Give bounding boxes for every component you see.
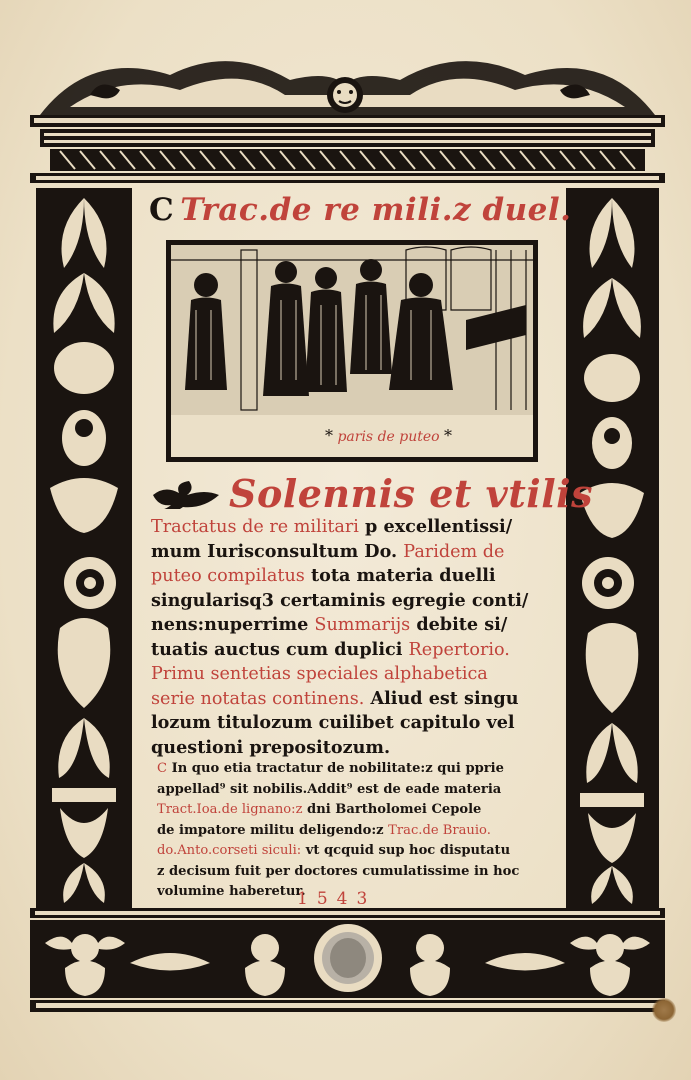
left-border-woodcut (30, 188, 138, 908)
right-border-woodcut (560, 188, 665, 908)
text-line (151, 540, 553, 565)
hedera-leaf-icon (151, 479, 221, 509)
text-line (151, 662, 553, 687)
rubric-text: Primu sentetias speciales alphabetica (151, 664, 488, 684)
body-text: tuatis auctus cum duplici (151, 638, 409, 660)
text-block (145, 188, 594, 909)
star-ornament-icon: * (325, 426, 333, 445)
pilcrow-mark: C (157, 761, 168, 776)
body-text: questioni prepositozum. (151, 736, 391, 758)
bottom-border-woodcut (30, 908, 665, 1020)
woodcut-caption (325, 426, 452, 445)
main-description (151, 515, 553, 760)
short-title (149, 192, 571, 228)
body-text: lozum titulozum cuilibet capitulo vel (151, 712, 515, 733)
body-text: nens:nuperrime (151, 614, 315, 635)
main-title-text: Solennis et vtilis (229, 471, 594, 516)
rubric-text: Tractatus de re militari (151, 517, 359, 537)
body-text: appellad⁹ sit nobilis.Addit⁹ est de eade materia (157, 781, 502, 797)
text-line (157, 841, 555, 862)
star-ornament-icon: * (444, 426, 453, 445)
text-line (151, 613, 553, 638)
rubric-text: Trac.de Brauio. (388, 822, 491, 838)
body-text: debite si/ (410, 614, 508, 635)
text-line (151, 589, 553, 614)
rubric-text: Repertorio. (408, 639, 510, 660)
body-text: tota materia duelli (304, 565, 496, 586)
text-line (151, 687, 553, 712)
text-line (151, 711, 553, 736)
body-text: In quo etia tractatur de nobilitate:z qui pprie (167, 761, 504, 776)
top-border-woodcut (30, 45, 665, 190)
main-title (151, 471, 593, 516)
additional-treatises (157, 759, 555, 903)
rubric-text: Tract.Ioa.de lignano:z (157, 802, 303, 817)
text-line (151, 564, 553, 589)
text-line (157, 821, 555, 842)
text-line (157, 780, 555, 801)
rubric-text: serie notatas continens. (151, 688, 365, 709)
text-line (151, 736, 553, 761)
woodcut-caption-text: paris de puteo (337, 429, 440, 445)
body-text: Aliud est singu (364, 687, 519, 709)
body-text: singularisq3 certaminis egregie conti/ (151, 589, 529, 611)
body-text: p excellentissi/ (358, 516, 513, 537)
rubric-text: do.Anto.corseti siculi: (157, 843, 302, 858)
short-title-text: Trac.de re mili.z duel. (180, 192, 572, 228)
body-text: de impatore militu deligendo:z (157, 822, 389, 838)
publication-year: 1543 (297, 889, 377, 909)
body-text: vt qcquid sup hoc disputatu (301, 843, 511, 858)
paper-stain (652, 998, 676, 1022)
text-line (151, 515, 553, 540)
text-line (157, 800, 555, 821)
text-line (157, 862, 555, 883)
rubric-text: puteo compilatus (151, 566, 305, 586)
body-text: mum Iurisconsultum Do. (151, 540, 398, 562)
text-line (151, 638, 553, 663)
body-text: dni Bartholomei Cepole (302, 802, 482, 817)
body-text: z decisum fuit per doctores cumulatissime in hoc (157, 863, 520, 879)
rubric-text: Summarijs (314, 615, 411, 635)
text-line (157, 759, 555, 780)
rubric-text: Paridem de (403, 541, 505, 562)
body-text: volumine haberetur. (157, 884, 306, 899)
pilcrow-mark: C (149, 192, 175, 228)
